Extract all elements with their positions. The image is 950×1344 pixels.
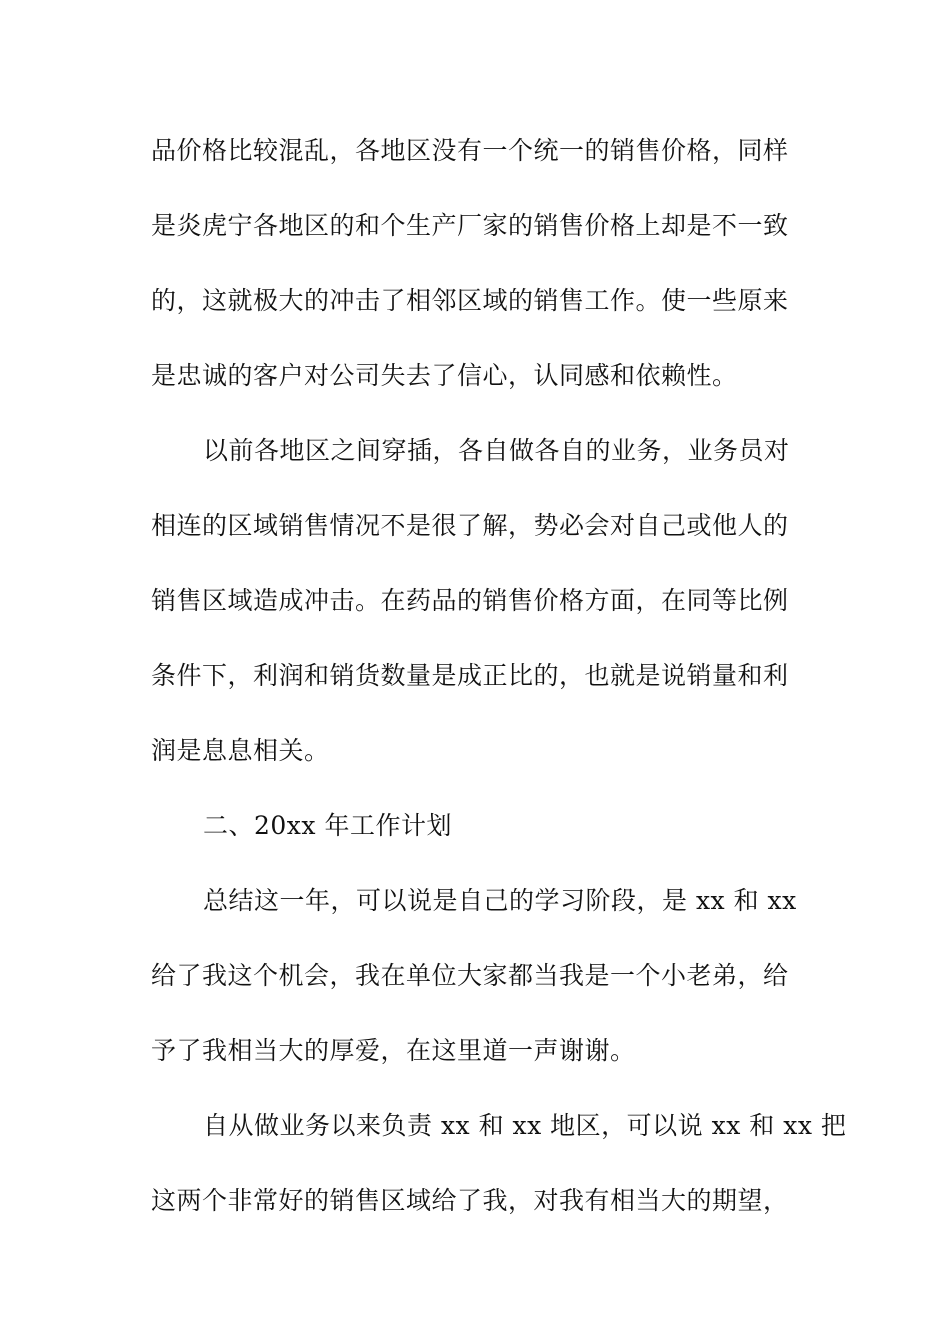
paragraph-line: 是炎虎宁各地区的和个生产厂家的销售价格上却是不一致 (151, 211, 789, 240)
paragraph-line: 给了我这个机会，我在单位大家都当我是一个小老弟，给 (151, 961, 789, 990)
paragraph-line: 总结这一年，可以说是自己的学习阶段，是 xx 和 xx (203, 886, 797, 915)
paragraph-line: 条件下，利润和销货数量是成正比的，也就是说销量和利 (151, 661, 789, 690)
paragraph-line: 予了我相当大的厚爱，在这里道一声谢谢。 (151, 1036, 636, 1065)
paragraph-line: 品价格比较混乱，各地区没有一个统一的销售价格，同样 (151, 136, 789, 165)
paragraph-line: 以前各地区之间穿插，各自做各自的业务，业务员对 (203, 436, 790, 465)
paragraph-line: 销售区域造成冲击。在药品的销售价格方面，在同等比例 (151, 586, 789, 615)
paragraph-line: 相连的区域销售情况不是很了解，势必会对自己或他人的 (151, 511, 789, 540)
paragraph-line: 这两个非常好的销售区域给了我，对我有相当大的期望， (151, 1186, 789, 1215)
paragraph-line: 的，这就极大的冲击了相邻区域的销售工作。使一些原来 (151, 286, 789, 315)
section-heading: 二、20xx 年工作计划 (203, 811, 452, 840)
paragraph-line: 是忠诚的客户对公司失去了信心，认同感和依赖性。 (151, 361, 738, 390)
paragraph-line: 润是息息相关。 (151, 736, 330, 765)
paragraph-line: 自从做业务以来负责 xx 和 xx 地区，可以说 xx 和 xx 把 (203, 1111, 847, 1140)
